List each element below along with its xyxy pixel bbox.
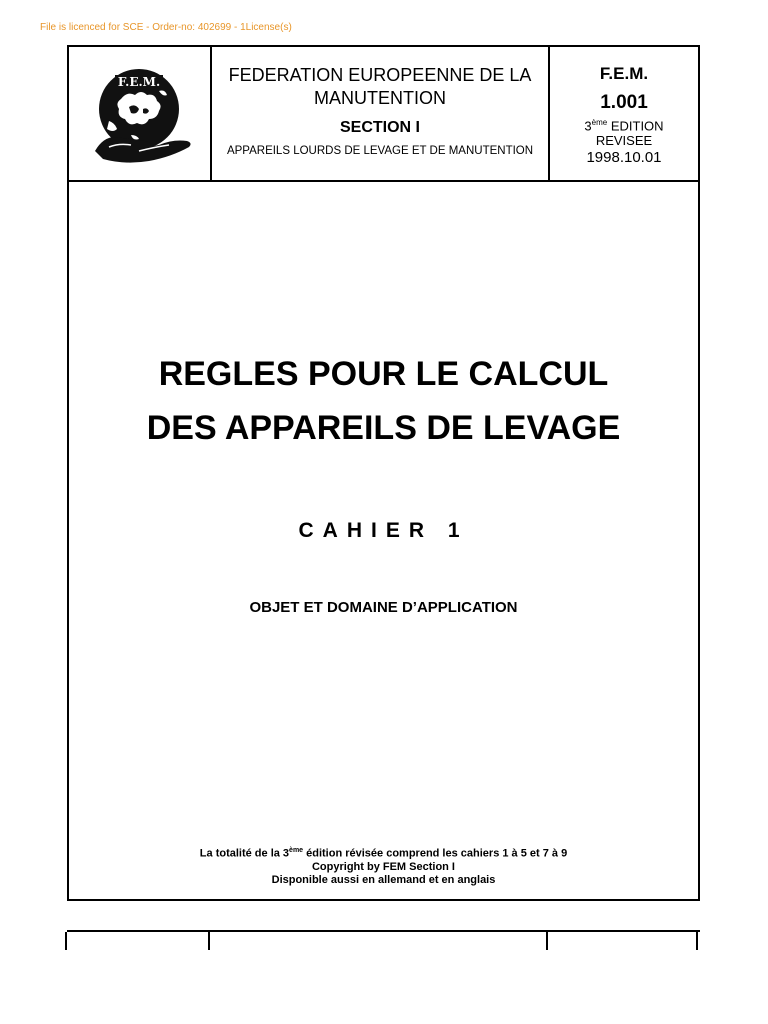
document-number: 1.001: [600, 92, 648, 113]
objet-heading: OBJET ET DOMAINE D’APPLICATION: [249, 599, 518, 616]
edition-date: 1998.10.01: [586, 149, 662, 167]
logo-cell: [69, 47, 210, 180]
organisation-name: FEDERATION EUROPEENNE DE LA MANUTENTION: [228, 65, 532, 108]
section-label: SECTION I: [339, 119, 420, 136]
edition-label: 3ème EDITION: [584, 118, 664, 134]
fem-reference: F.E.M.: [599, 64, 649, 83]
fem-logo: [69, 47, 210, 180]
revision-label: REVISEE: [595, 133, 653, 149]
footer-notes: [69, 844, 698, 887]
footer-line-languages: Disponible aussi en allemand et en anglais: [271, 873, 496, 886]
next-page-header-edge: [67, 930, 700, 950]
cahier-heading: CAHIER 1: [298, 519, 469, 542]
main-title: REGLES POUR LE CALCUL DES APPAREILS DE LEVAGE: [146, 355, 621, 447]
document-reference-cell: [550, 47, 698, 180]
licence-notice: File is licenced for SCE - Order-no: 402699 - 1License(s): [40, 22, 292, 33]
logo-lettering: F.E.M.: [117, 75, 161, 89]
cover-page-frame: [67, 45, 700, 901]
federation-cell: [212, 47, 548, 180]
footer-line-copyright: Copyright by FEM Section I: [311, 860, 455, 873]
header-table: [69, 47, 698, 182]
footer-line-edition: La totalité de la 3ème édition révisée comprend les cahiers 1 à 5 et 7 à 9: [199, 847, 568, 860]
section-subtitle: APPAREILS LOURDS DE LEVAGE ET DE MANUTENTION: [226, 145, 534, 157]
